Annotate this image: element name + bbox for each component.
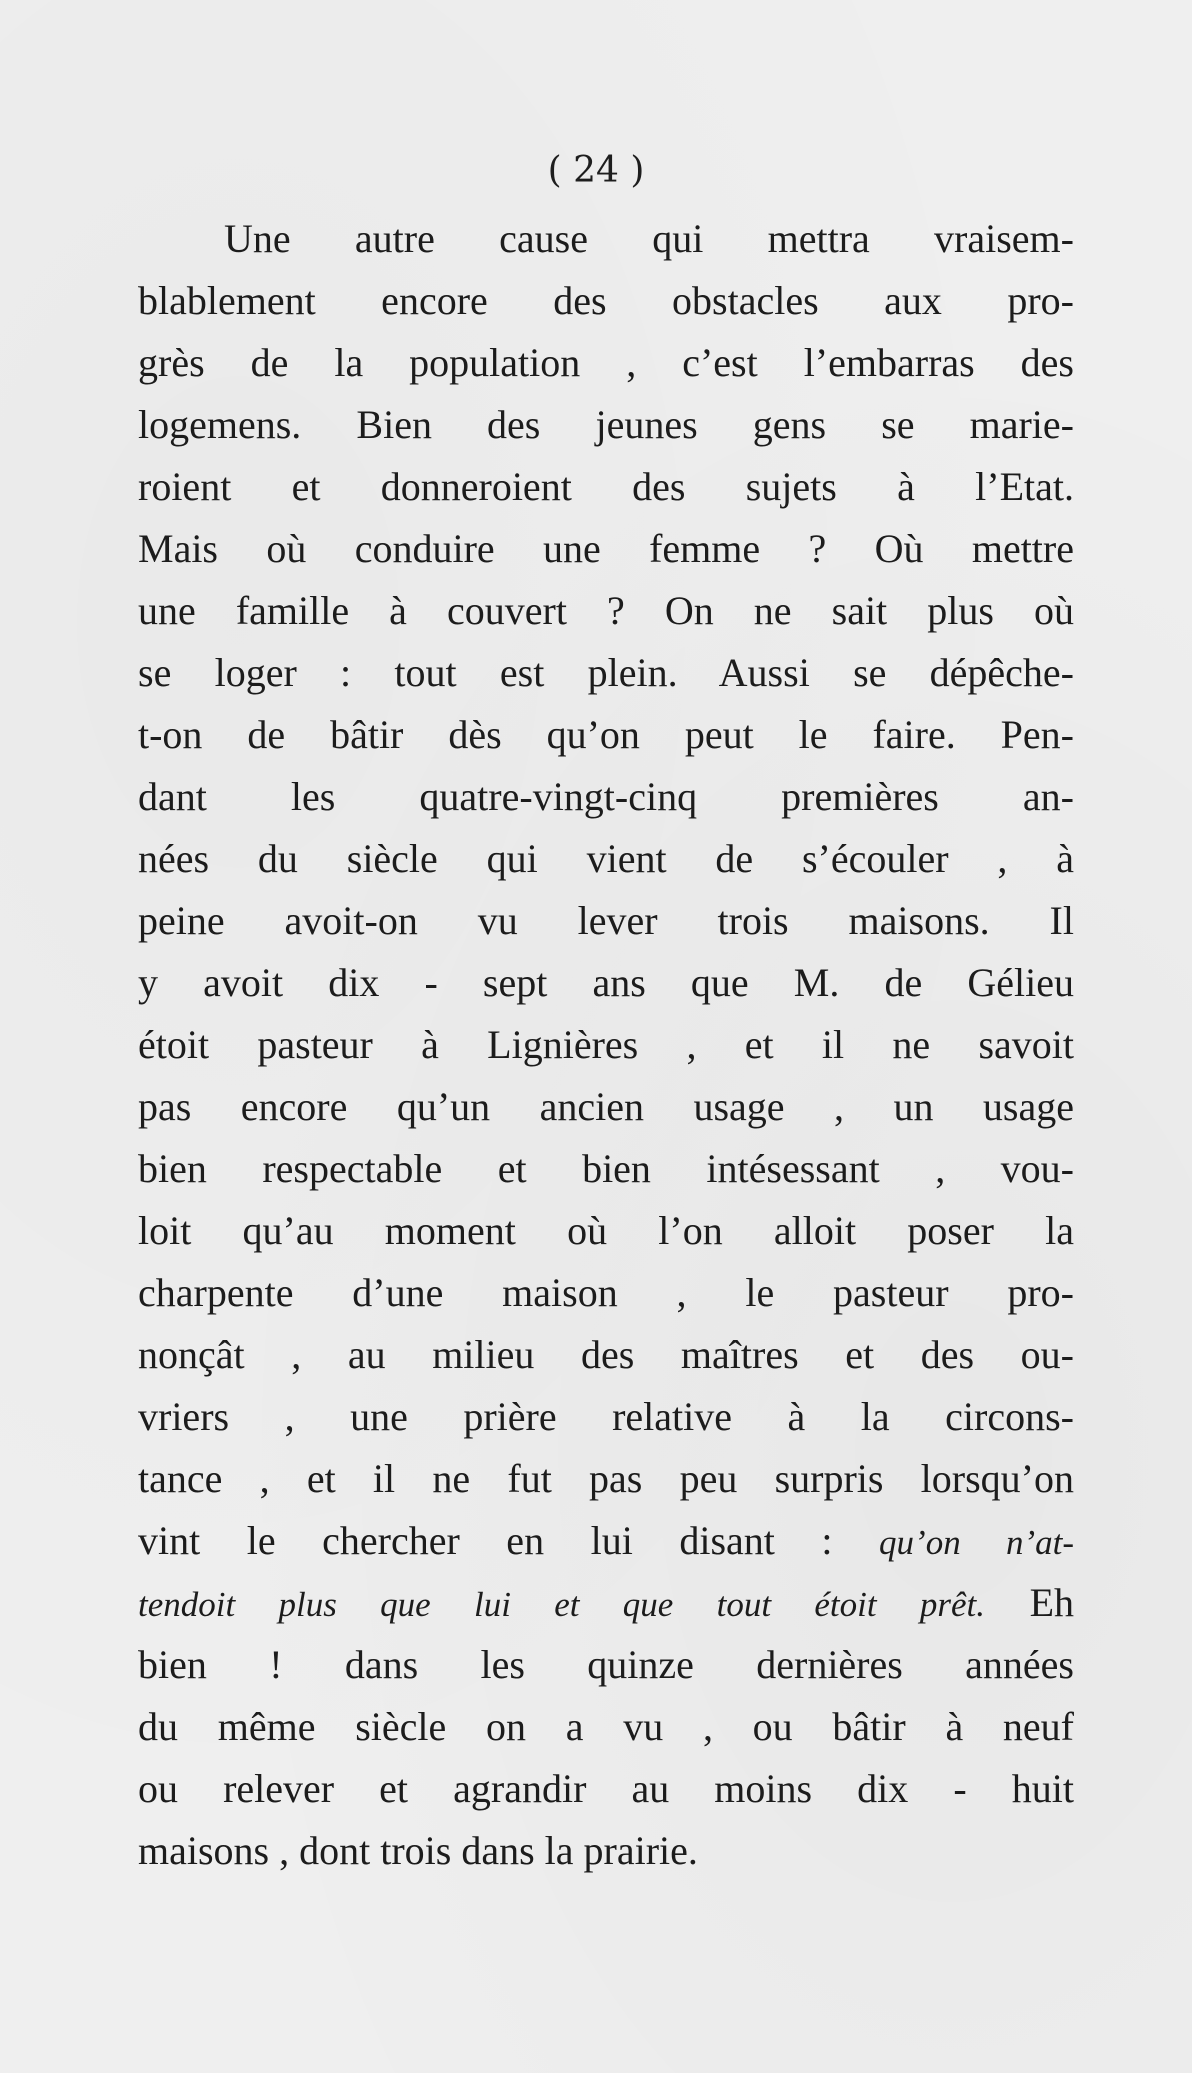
text-line: étoit pasteur à Lignières , et il ne savoit [138, 1022, 1074, 1067]
text-line: une famille à couvert ? On ne sait plus où [138, 588, 1074, 633]
text-line: vriers , une prière relative à la circons- [138, 1394, 1074, 1439]
page-number: ( 24 ) [547, 150, 645, 191]
text-line: roient et donneroient des sujets à l’Etat. [138, 464, 1074, 509]
text-line: grès de la population , c’est l’embarras des [138, 340, 1074, 385]
text-line: t-on de bâtir dès qu’on peut le faire. Pen- [138, 712, 1074, 757]
text-line: pas encore qu’un ancien usage , un usage [138, 1084, 1074, 1129]
text-line: nonçât , au milieu des maîtres et des ou- [138, 1332, 1074, 1377]
text-line: loit qu’au moment où l’on alloit poser la [138, 1208, 1074, 1253]
text-line: vint le chercher en lui disant : qu’on n’at- [138, 1518, 1074, 1563]
text-line: dant les quatre-vingt-cinq premières an- [138, 774, 1074, 819]
italic-quote: tendoit plus que lui et que tout étoit prêt. [138, 1585, 986, 1624]
text-line: tendoit plus que lui et que tout étoit prêt. Eh [138, 1580, 1074, 1625]
paragraph [138, 208, 1074, 1882]
text-line: maisons , dont trois dans la prairie. [138, 1828, 698, 1873]
text-line: Une autre cause qui mettra vraisem- [224, 216, 1074, 261]
text-line: bien respectable et bien intésessant , vou- [138, 1146, 1074, 1191]
text-line: nées du siècle qui vient de s’écouler , à [138, 836, 1074, 881]
text-line: Mais où conduire une femme ? Où mettre [138, 526, 1074, 571]
text-line: charpente d’une maison , le pasteur pro- [138, 1270, 1074, 1315]
text-line: ou relever et agrandir au moins dix - huit [138, 1766, 1074, 1811]
italic-quote: qu’on n’at- [879, 1523, 1074, 1562]
text-line: peine avoit-on vu lever trois maisons. Il [138, 898, 1074, 943]
text-line: du même siècle on a vu , ou bâtir à neuf [138, 1704, 1074, 1749]
text-line: tance , et il ne fut pas peu surpris lorsqu’on [138, 1456, 1074, 1501]
text-line: bien ! dans les quinze dernières années [138, 1642, 1074, 1687]
text-line: logemens. Bien des jeunes gens se marie- [138, 402, 1074, 447]
text-line: se loger : tout est plein. Aussi se dépêche- [138, 650, 1074, 695]
text-line: blablement encore des obstacles aux pro- [138, 278, 1074, 323]
text-line: y avoit dix - sept ans que M. de Gélieu [138, 960, 1074, 1005]
